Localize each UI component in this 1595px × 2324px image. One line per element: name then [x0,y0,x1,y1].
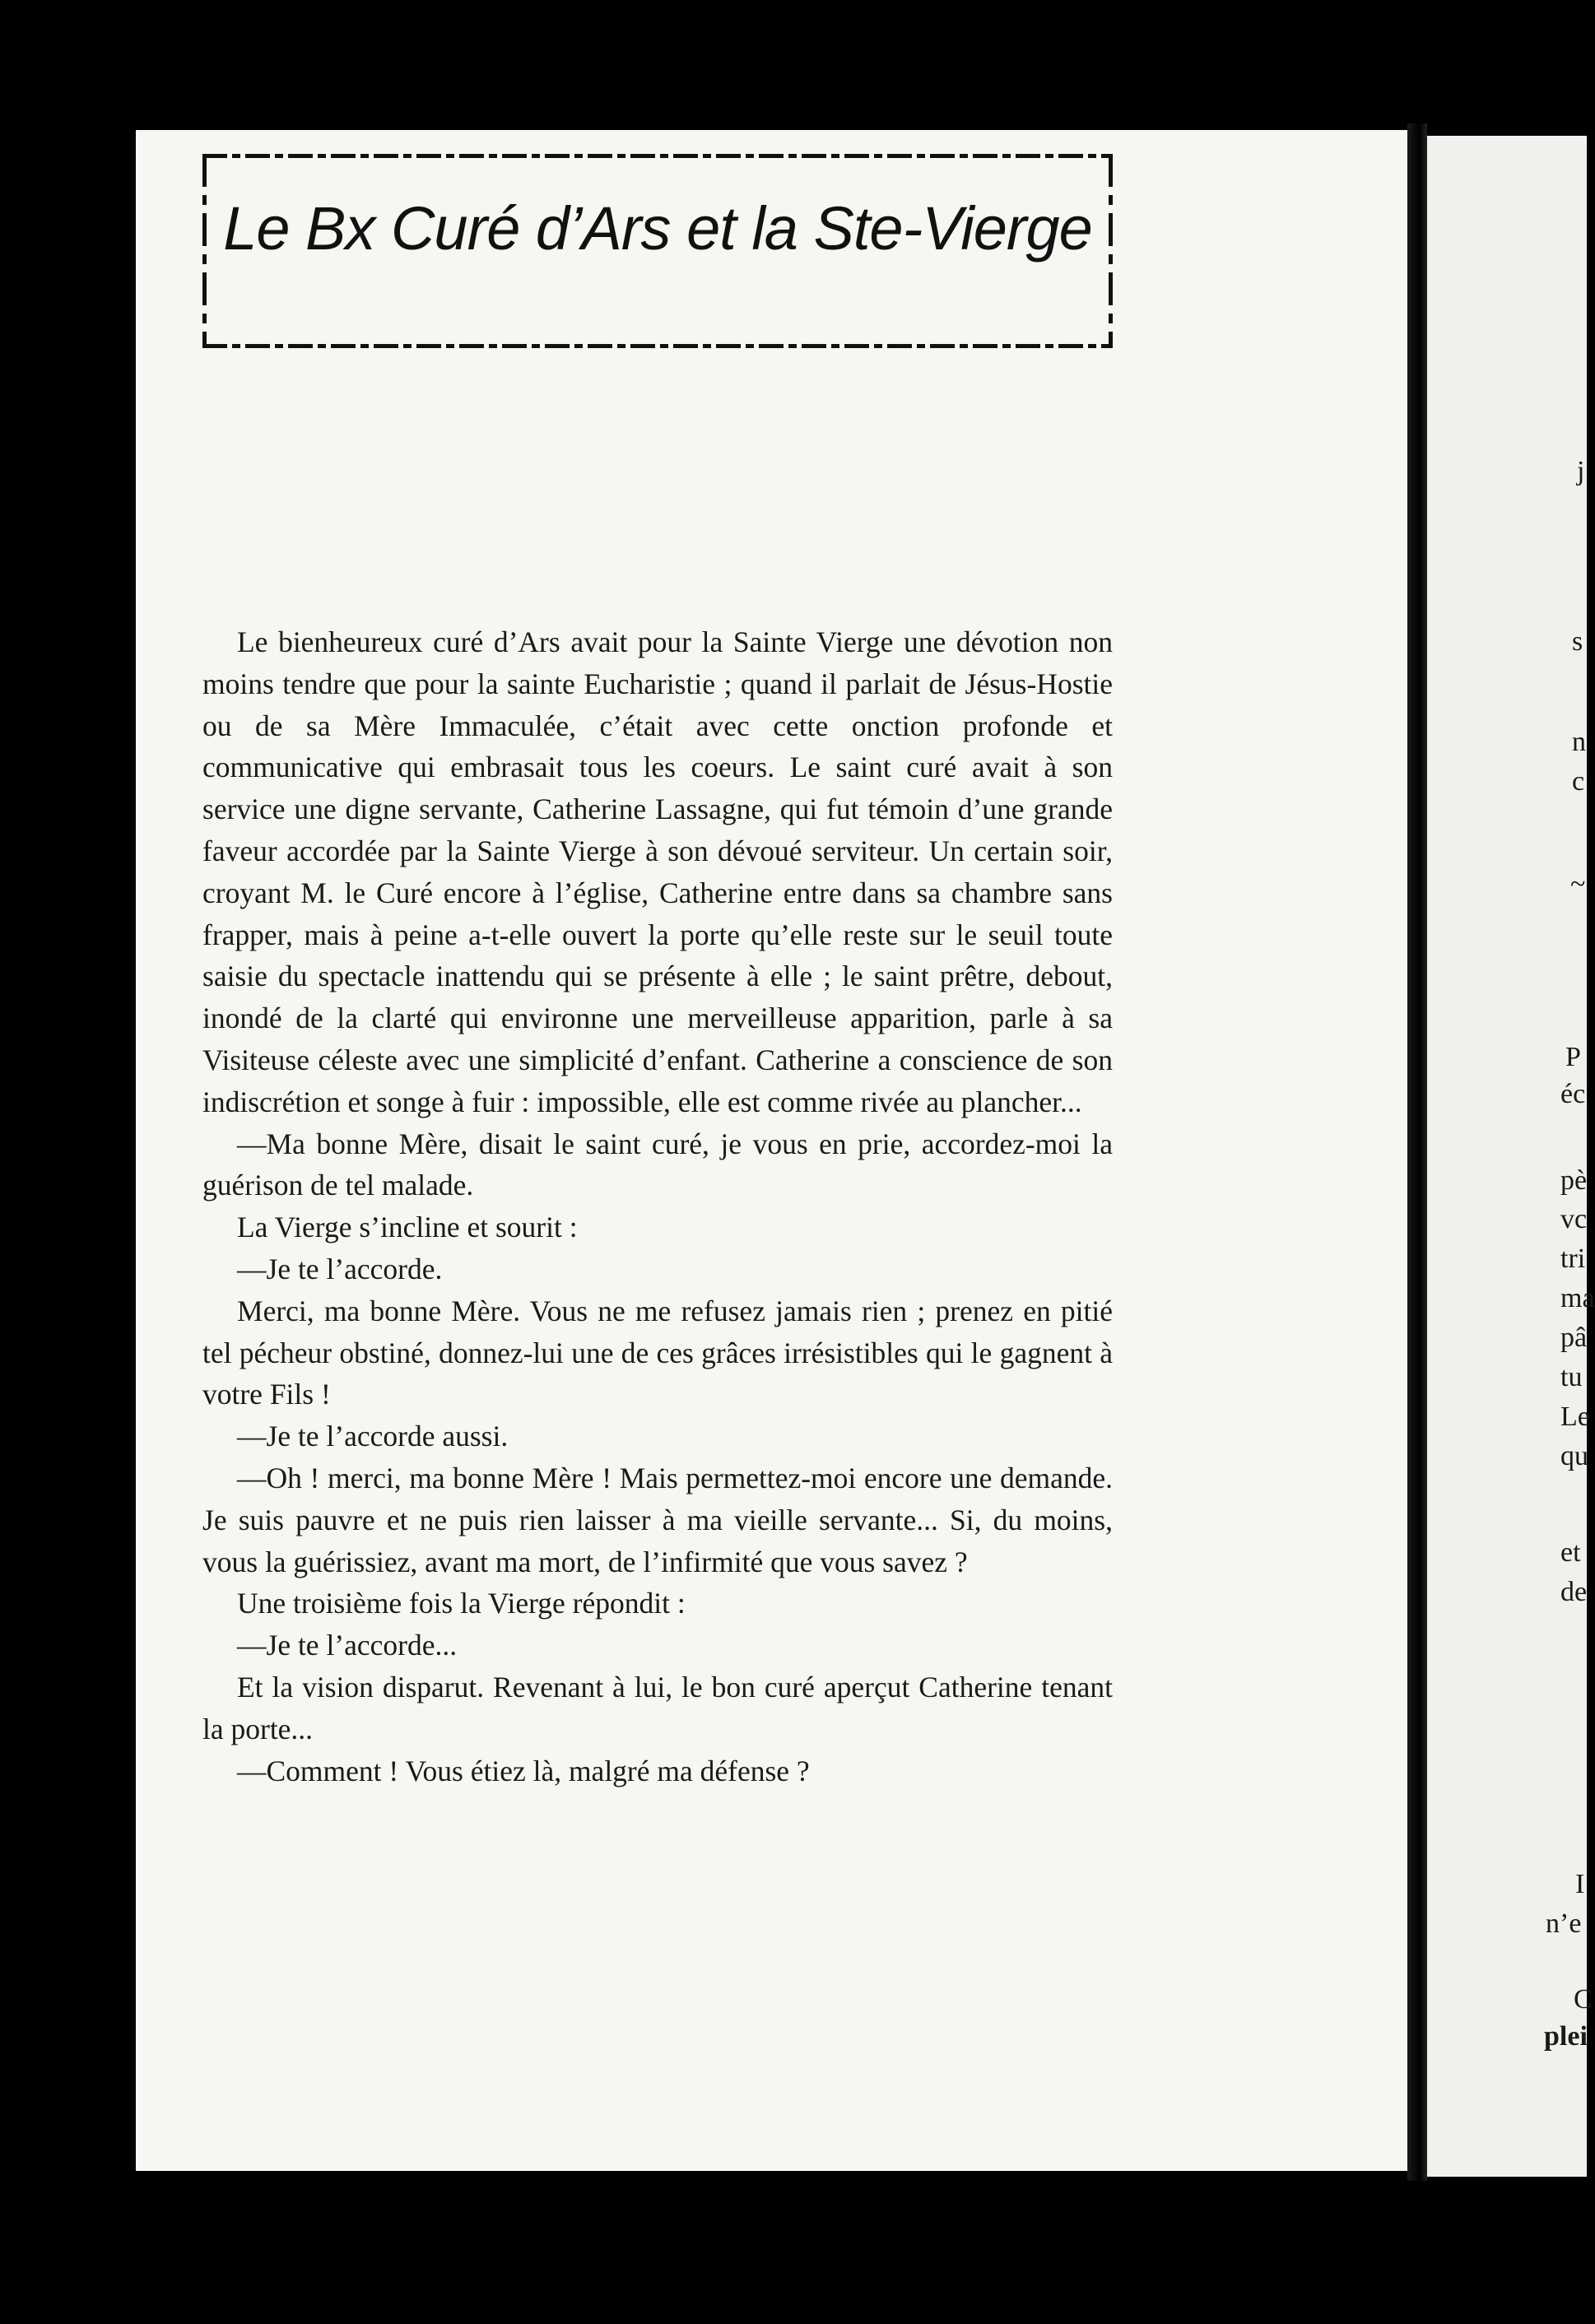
paragraph: Merci, ma bonne Mère. Vous ne me refusez jamais rien ; prenez en pitié tel pécheur obstiné, donnez-lui une de ces grâces irrésistibles qui le gagnent à votre Fils ! [202,1294,1113,1411]
facing-fragment: I [1575,1869,1585,1899]
title-frame [202,154,1113,348]
facing-fragment: et [1560,1537,1581,1568]
book-gutter [1407,123,1427,2181]
paragraph: —Oh ! merci, ma bonne Mère ! Mais permettez-moi encore une demande. Je suis pauvre et ne puis rien laisser à ma vieille servante... Si, du moins, vous la guérissiez, avant ma mort, de l’infirmité que vous savez ? [202,1461,1113,1578]
facing-fragment: P [1565,1042,1581,1072]
article-body [202,621,1113,1792]
paragraph: Et la vision disparut. Revenant à lui, le bon curé aperçut Catherine tenant la porte... [202,1670,1113,1745]
paragraph: —Ma bonne Mère, disait le saint curé, je vous en prie, accordez-moi la guérison de tel malade. [202,1127,1113,1202]
facing-fragment: pâ [1560,1322,1588,1353]
facing-fragment: C [1574,1984,1593,2015]
facing-fragment: ma [1560,1283,1595,1313]
paragraph: —Je te l’accorde. [237,1252,443,1285]
article-title: Le Bx Curé d’Ars et la Ste-Vierge [223,194,1092,263]
facing-fragment: pè [1560,1165,1588,1196]
paragraph: La Vierge s’incline et sourit : [237,1211,578,1244]
facing-fragment: tu [1560,1362,1583,1392]
facing-fragment: Le [1560,1401,1590,1432]
frame-top-border [202,154,1113,158]
facing-fragment: qu [1560,1441,1588,1471]
paragraph: —Comment ! Vous étiez là, malgré ma défense ? [237,1754,810,1787]
facing-fragment: n [1572,727,1586,757]
paragraph: Une troisième fois la Vierge répondit : [237,1587,686,1620]
facing-fragment: c [1572,766,1585,797]
paragraph: —Je te l’accorde aussi. [237,1420,509,1453]
right-page [1427,136,1595,2177]
facing-fragment: de [1560,1577,1588,1607]
paragraph: —Je te l’accorde... [237,1629,458,1662]
facing-fragment: plei [1544,2021,1588,2052]
facing-fragment: ~ [1570,869,1586,899]
facing-fragment: vc [1560,1204,1588,1234]
facing-fragment: j [1577,456,1585,486]
facing-fragment: n’e [1546,1908,1582,1939]
facing-fragment: s [1572,626,1583,657]
paragraph: Le bienheureux curé d’Ars avait pour la Sainte Vierge une dévotion non moins tendre que pour la sainte Eucharistie ; quand il parlait de Jésus-Hostie ou de sa Mère Immaculée, c’était avec cette onction profonde et communicative qui embrasait tous les coeurs. Le saint curé avait à son service une digne servante, Catherine Lassagne, qui fut témoin d’une grande faveur accordée par la Sainte Vierge à son dévoué serviteur. Un certain soir, croyant M. le Curé encore à l’église, Catherine entre dans sa chambre sans frapper, mais à peine a-t-elle ouvert la porte qu’elle reste sur le seuil toute saisie du spectacle inattendu qui se présente à elle ; le saint prêtre, debout, inondé de la clarté qui environne une merveilleuse apparition, parle à sa Visiteuse céleste avec une simplicité d’enfant. Catherine a conscience de son indiscrétion et songe à fuir : impossible, elle est comme rivée au plancher... [202,625,1113,1118]
facing-fragment: éc [1560,1079,1586,1109]
frame-bottom-border [202,344,1113,348]
facing-fragment: tri [1560,1243,1586,1274]
